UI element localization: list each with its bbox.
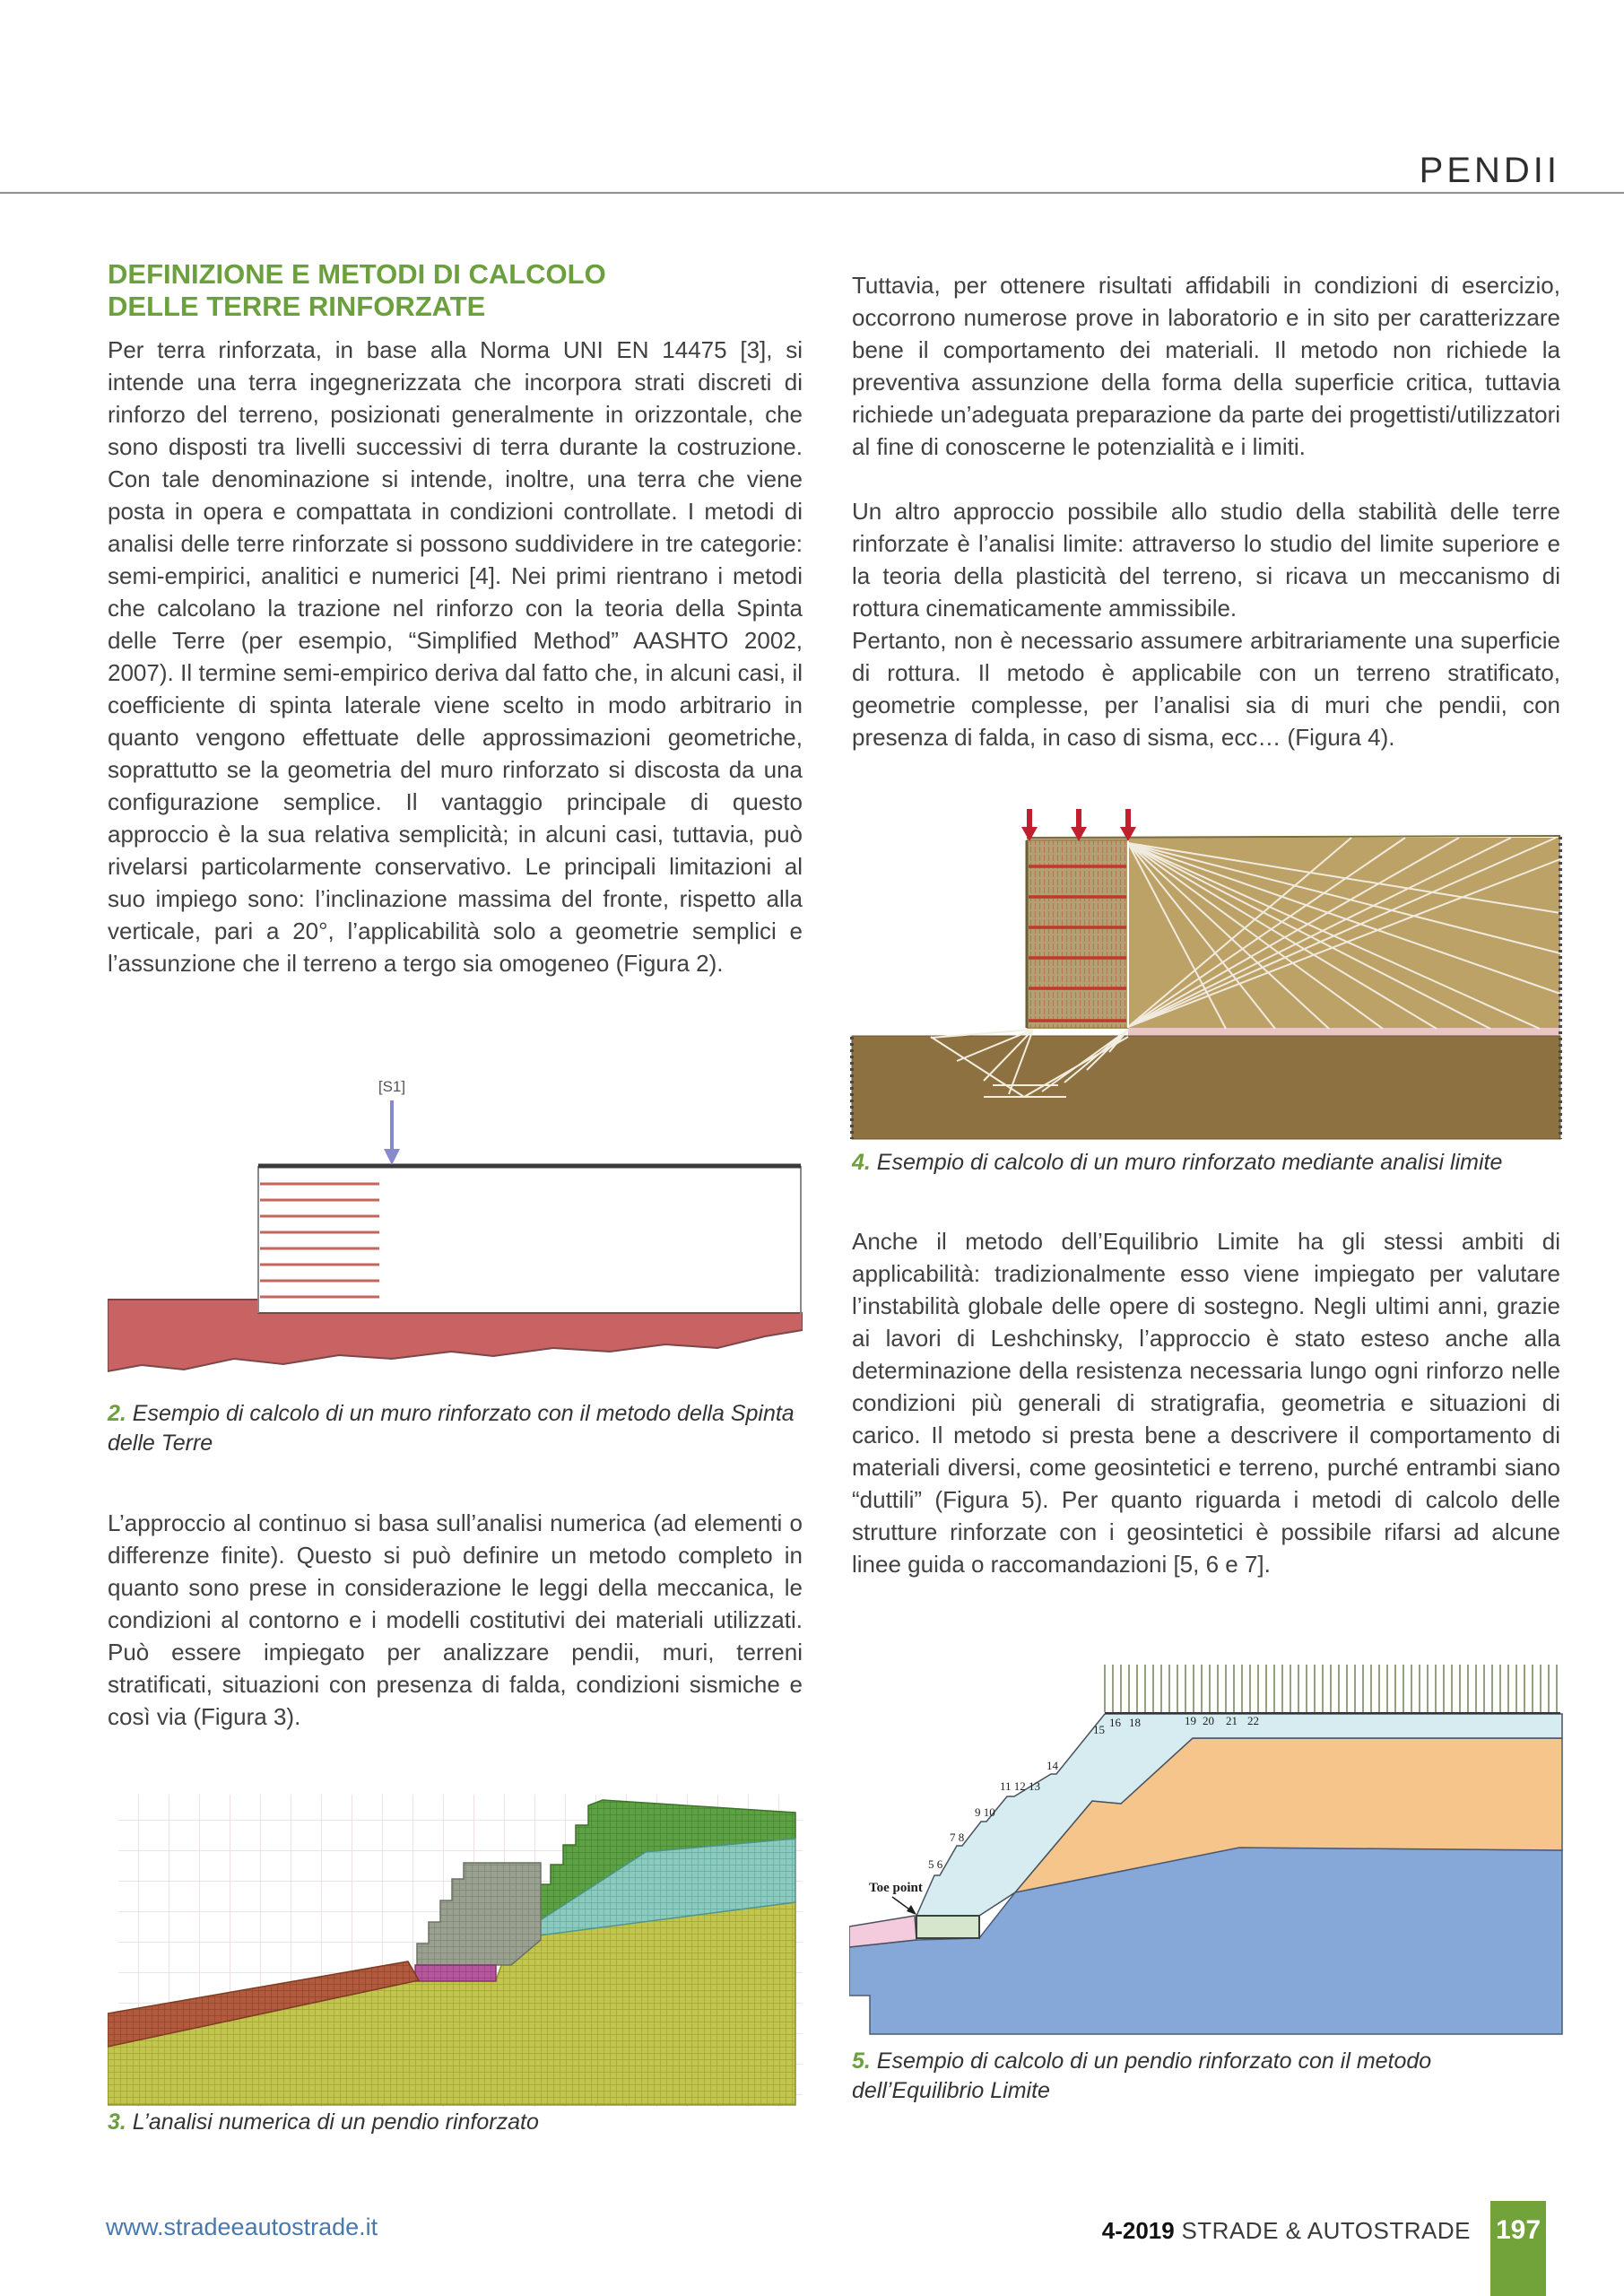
header-rule (0, 192, 1624, 194)
svg-text:14: 14 (1046, 1759, 1058, 1772)
figure-5-caption: 5. Esempio di calcolo di un pendio rinforzato con il metodo dell’Equilibrio Limite (852, 2048, 1432, 2103)
svg-text:20: 20 (1203, 1714, 1214, 1727)
figure-2-earth-pressure-diagram (108, 1063, 803, 1404)
fig4-reinforced-wall (1027, 840, 1128, 1028)
page-number-box (1490, 2201, 1546, 2296)
svg-text:11 12 13: 11 12 13 (1000, 1779, 1041, 1793)
right-paragraph-4: Anche il metodo dell’Equilibrio Limite ha gli stessi ambiti di applicabilità: tradizionalmente esso viene impiegato per valutare l’instabilità globale delle opere di sostegno. Negli ultimi anni, grazie ai lavori di Leshchinsky, l’approccio è stato esteso anche alla determinazione della resistenza necessaria lungo ogni rinforzo nelle condizioni più generali di stratigrafia, geometria e situazioni di carico. Il metodo si presta bene a descrivere il comportamento di materiali diversi, come geosintetici e terreno, purché entrambi siano “duttili” (Figura 5). Per quanto riguarda i metodi di calcolo delle strutture rinforzate con i geosintetici è possibile rifarsi ad alcune linee guida o raccomandazioni [5, 6 e 7]. (852, 1228, 1560, 1578)
heading-line-2: DELLE TERRE RINFORZATE (108, 291, 486, 322)
figure-5-limit-equilibrium (849, 1662, 1563, 2040)
fig5-toe-block (916, 1916, 979, 1938)
left-paragraph-2: L’approccio al continuo si basa sull’analisi numerica (ad elementi o differenze finite). Questo si può definire un metodo completo in quanto sono prese in considerazione le leggi della meccanica, le condizioni al contorno e i modelli costitutivi dei materiali utilizzati. Può essere impiegato per analizzare pendii, muri, terreni stratificati, situazioni con presenza di falda, condizioni sismiche e così via (Figura 3). (108, 1509, 803, 1730)
right-paragraph-3: Pertanto, non è necessario assumere arbitrariamente una superficie di rottura. Il metodo è applicabile con un terreno stratificato, geometrie complesse, per l’analisi sia di muri che pendii, con presenza di falda, in caso di sisma, ecc… (Figura 4). (852, 627, 1560, 751)
svg-text:7 8: 7 8 (950, 1831, 965, 1844)
footer-magazine-name: STRADE & AUTOSTRADE (1174, 2217, 1471, 2244)
section-header: PENDII (1419, 151, 1560, 190)
svg-text:21: 21 (1226, 1714, 1238, 1727)
svg-text:16: 16 (1109, 1716, 1121, 1729)
figure-3-numerical-mesh (108, 1789, 803, 2117)
left-paragraph-1: Per terra rinforzata, in base alla Norma UNI EN 14475 [3], si intende una terra ingegnerizzata che incorpora strati discreti di rinforzo del terreno, posizionati generalmente in orizzontale, che sono disposti tra livelli successivi di terra durante la costruzione. Con tale denominazione si intende, inoltre, una terra che viene posta in opera e compattata in condizioni controllate. I metodi di analisi delle terre rinforzate si possono suddividere in tre categorie: semi-empirici, analitici e numerici [4]. Nei primi rientrano i metodi che calcolano la trazione nel rinforzo con la teoria della Spinta delle Terre (per esempio, “Simplified Method” AASHTO 2002, 2007). Il termine semi-empirico deriva dal fatto che, in alcuni casi, il coefficiente di spinta laterale viene scelto in modo arbitrario in quanto vengono effettuate delle approssimazioni geometriche, soprattutto se la geometria del muro rinforzato si discosta da una configurazione semplice. Il vantaggio principale di questo approccio è la sua relativa semplicità; in alcuni casi, tuttavia, può rivelarsi particolarmente conservativo. Le principali limitazioni al suo impiego sono: l’inclinazione massima del fronte, rispetto alla verticale, pari a 20°, l’applicabilità solo a geometrie semplici e l’assunzione che il terreno a tergo sia omogeneo (Figura 2). (108, 336, 803, 977)
page-number: 197 (1495, 2215, 1541, 2245)
figure-4-limit-analysis (849, 805, 1563, 1144)
fig4-lower-soil (852, 1036, 1560, 1139)
svg-text:19: 19 (1185, 1714, 1196, 1727)
right-paragraph-1: Tuttavia, per ottenere risultati affidabili in condizioni di esercizio, occorrono numerose prove in laboratorio e in sito per caratterizzare bene il comportamento dei materiali. Il metodo non richiede la preventiva assunzione della forma della superficie critica, tuttavia richiede un’adeguata preparazione da parte dei progettisti/utilizzatori al fine di conoscerne le potenzialità e i limiti. (852, 272, 1560, 460)
right-paragraph-2: Un altro approccio possibile allo studio della stabilità delle terre rinforzate è l’analisi limite: attraverso lo studio del limite superiore e la teoria della plasticità del terreno, si ricava un meccanismo di rottura cinematicamente ammissibile. (852, 498, 1560, 622)
fig2-load-label: [S1] (378, 1078, 406, 1095)
svg-text:9 10: 9 10 (975, 1805, 995, 1819)
fig3-facing-block (415, 1965, 496, 1981)
svg-text:18: 18 (1129, 1716, 1141, 1729)
svg-text:15: 15 (1093, 1723, 1105, 1736)
heading-line-1: DEFINIZIONE E METODI DI CALCOLO (108, 258, 606, 290)
footer-website-link: www.stradeeautostrade.it (106, 2213, 378, 2240)
figure-2-caption: 2. Esempio di calcolo di un muro rinforzato con il metodo della Spinta delle Terre (108, 1401, 795, 1456)
svg-text:22: 22 (1247, 1714, 1259, 1727)
article-heading (108, 258, 803, 323)
figure-4-caption: 4. Esempio di calcolo di un muro rinforzato mediante analisi limite (852, 1150, 1503, 1175)
figure-3-caption: 3. L’analisi numerica di un pendio rinforzato (108, 2109, 539, 2135)
footer-issue-line (1022, 2217, 1471, 2245)
fig5-toe-point-label: Toe point (869, 1881, 923, 1895)
footer-issue: 4-2019 (1101, 2217, 1175, 2244)
svg-text:5 6: 5 6 (928, 1857, 943, 1871)
